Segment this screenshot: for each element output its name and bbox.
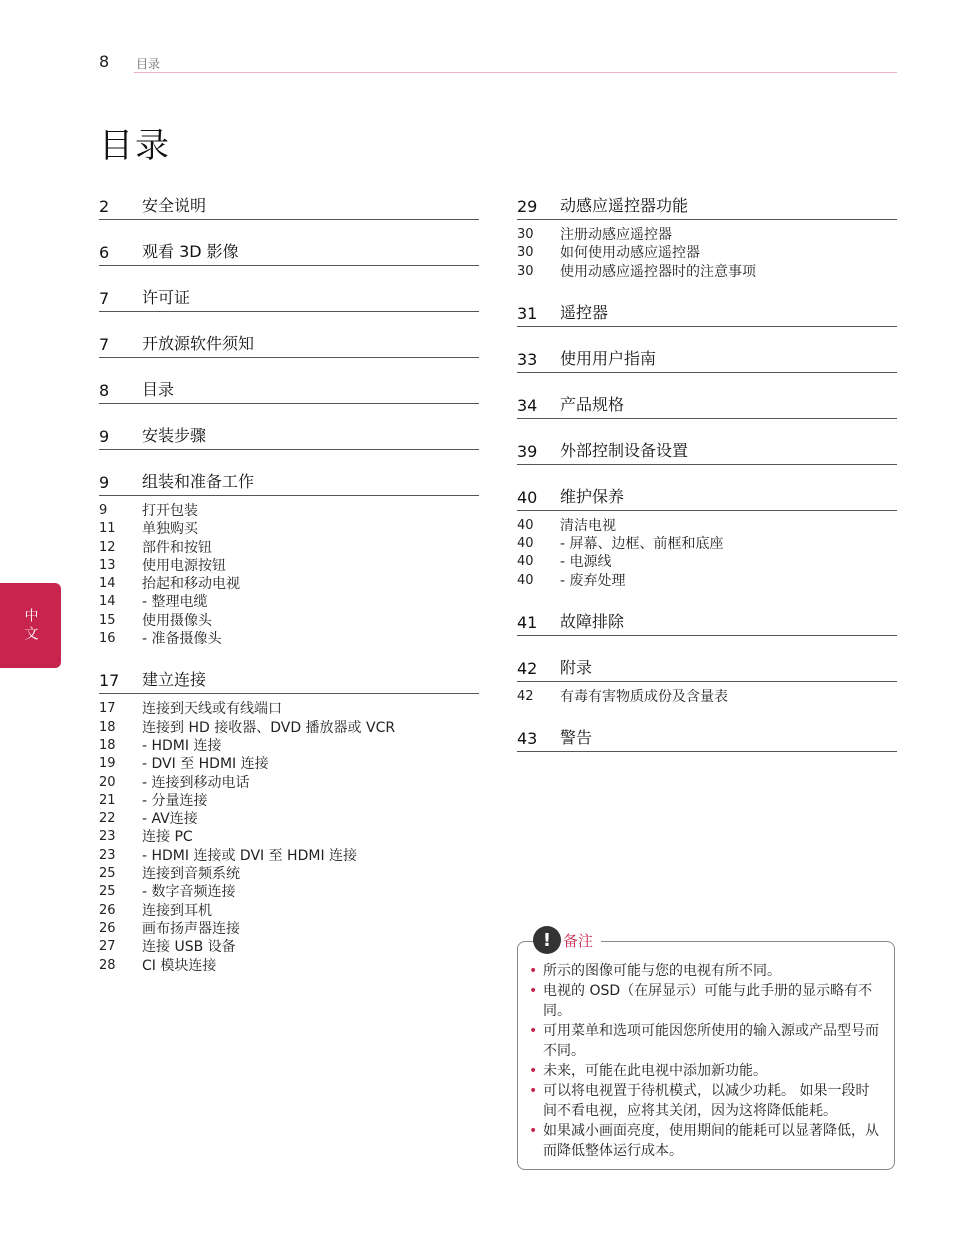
note-item (526, 1061, 881, 1081)
toc-entry-title: - 准备摄像头 (142, 631, 222, 648)
toc-entry-title: 连接到耳机 (142, 902, 212, 919)
toc-entry[interactable] (99, 810, 479, 828)
toc-section-page: 9 (99, 427, 110, 446)
toc-entry[interactable] (517, 226, 897, 244)
toc-entry-title: 部件和按钮 (142, 539, 212, 556)
toc-entry[interactable] (99, 920, 479, 938)
toc-entry-page: 23 (99, 829, 116, 845)
toc-entry-title: - 屏幕、边框、前框和底座 (560, 536, 724, 553)
toc-section-heading[interactable] (517, 389, 897, 419)
toc-section-title: 警告 (560, 728, 593, 748)
toc-section (99, 420, 479, 450)
toc-entry-title: 使用动感应遥控器时的注意事项 (560, 263, 756, 280)
toc-section-page: 2 (99, 197, 110, 216)
toc-entry-page: 23 (99, 847, 116, 863)
language-tab[interactable] (0, 583, 61, 668)
bullet-icon: • (529, 1023, 538, 1039)
toc-section-heading[interactable] (517, 722, 897, 752)
toc-section (99, 190, 479, 220)
toc-section (517, 343, 897, 373)
toc-section (517, 389, 897, 419)
toc-entry[interactable] (99, 828, 479, 846)
toc-section-heading[interactable] (517, 343, 897, 373)
toc-entry-page: 40 (517, 572, 534, 588)
toc-section-heading[interactable] (99, 236, 479, 266)
toc-entry-page: 18 (99, 719, 116, 735)
toc-section-heading[interactable] (99, 664, 479, 694)
toc-section (517, 652, 897, 706)
toc-left-column (99, 190, 479, 991)
toc-entry-title: - 整理电缆 (142, 594, 208, 611)
toc-entry[interactable] (99, 612, 479, 630)
toc-section-page: 7 (99, 335, 110, 354)
toc-entry-title: - 连接到移动电话 (142, 774, 250, 791)
toc-section (99, 664, 479, 974)
note-item-text: 可用菜单和选项可能因您所使用的输入源或产品型号而不同。 (543, 1023, 879, 1059)
toc-entry-title: - DVI 至 HDMI 连接 (142, 756, 269, 773)
toc-section-heading[interactable] (99, 420, 479, 450)
toc-section-heading[interactable] (99, 282, 479, 312)
toc-entry[interactable] (99, 957, 479, 975)
toc-section-page: 17 (99, 671, 120, 691)
note-label: 备注 (561, 930, 601, 951)
toc-section-heading[interactable] (517, 652, 897, 682)
toc-entry-page: 30 (517, 227, 534, 242)
toc-section-title: 开放源软件须知 (142, 334, 255, 353)
bullet-icon: • (529, 963, 538, 979)
toc-entry-title: - HDMI 连接 (142, 737, 222, 754)
toc-entry[interactable] (99, 774, 479, 792)
language-tab-label: 中文 (22, 607, 39, 644)
toc-entry-title: - AV连接 (142, 811, 198, 828)
toc-entry[interactable] (517, 263, 897, 281)
toc-section-heading[interactable] (517, 297, 897, 327)
note-item-text: 未来，可能在此电视中添加新功能。 (543, 1063, 767, 1079)
toc-entry[interactable] (99, 737, 479, 755)
toc-section (517, 722, 897, 752)
toc-right-column (517, 190, 897, 768)
toc-entry[interactable] (99, 700, 479, 718)
toc-section-heading[interactable] (99, 328, 479, 358)
toc-section-title: 使用用户指南 (560, 348, 657, 368)
toc-entry-page: 30 (517, 263, 534, 279)
toc-entry-page: 15 (99, 612, 116, 628)
toc-entry[interactable] (99, 938, 479, 956)
toc-section-title: 遥控器 (560, 302, 609, 322)
toc-section-heading[interactable] (99, 466, 479, 496)
toc-section-page: 9 (99, 473, 110, 492)
note-item-text: 可以将电视置于待机模式，以减少功耗。 如果一段时间不看电视，应将其关闭，因为这将降低能耗。 (543, 1083, 870, 1119)
toc-entry-title: 连接 PC (142, 829, 193, 846)
toc-entry-title: 连接到音频系统 (142, 866, 240, 883)
toc-section-heading[interactable] (99, 374, 479, 404)
toc-section-title: 组装和准备工作 (142, 472, 255, 491)
toc-section-title: 安装步骤 (142, 426, 207, 445)
toc-entry-page: 20 (99, 774, 116, 790)
toc-section-title: 附录 (560, 658, 593, 678)
toc-section-page: 7 (99, 289, 110, 308)
note-item (526, 961, 881, 981)
toc-entry-title: 打开包装 (142, 503, 198, 519)
toc-entry-page: 30 (517, 245, 534, 261)
toc-entry-title: 连接 USB 设备 (142, 939, 236, 956)
toc-entry-title: 使用摄像头 (142, 612, 212, 629)
toc-entry-title: 有毒有害物质成份及含量表 (560, 689, 728, 706)
note-item-text: 所示的图像可能与您的电视有所不同。 (543, 963, 781, 979)
toc-entry[interactable] (99, 502, 479, 520)
toc-entry[interactable] (517, 517, 897, 535)
bullet-icon: • (529, 1063, 538, 1079)
toc-entry-title: 单独购买 (142, 521, 198, 538)
toc-entry-title: - 分量连接 (142, 792, 208, 809)
toc-section-page: 6 (99, 243, 110, 262)
toc-entry-page: 12 (99, 539, 116, 555)
toc-section (517, 435, 897, 465)
toc-entry[interactable] (99, 630, 479, 648)
toc-section-title: 外部控制设备设置 (560, 440, 689, 460)
toc-section-heading[interactable] (517, 606, 897, 636)
toc-entry-page: 25 (99, 866, 116, 882)
toc-entry-page: 14 (99, 594, 116, 610)
toc-entry[interactable] (99, 792, 479, 810)
toc-entry-title: 使用电源按钮 (142, 557, 226, 574)
toc-section-title: 观看 3D 影像 (142, 242, 239, 261)
toc-entry-page: 9 (99, 503, 108, 518)
toc-entry-title: - 电源线 (560, 554, 612, 571)
toc-entry-page: 22 (99, 811, 116, 827)
toc-entry-page: 27 (99, 939, 116, 955)
toc-entry-title: 清洁电视 (560, 517, 616, 534)
toc-entry-page: 40 (517, 536, 534, 552)
toc-section (99, 374, 479, 404)
toc-entry-page: 14 (99, 576, 116, 592)
note-item (526, 1121, 881, 1161)
page-title: 目录 (99, 126, 171, 166)
toc-entry-title: 画布扬声器连接 (142, 920, 240, 937)
toc-section-page: 42 (517, 659, 538, 679)
toc-section-page: 43 (517, 729, 538, 749)
note-list (526, 961, 881, 1161)
toc-entry-page: 28 (99, 957, 116, 973)
note-item (526, 1021, 881, 1061)
toc-entry[interactable] (99, 539, 479, 557)
header-rule (134, 72, 897, 73)
note-item (526, 1081, 881, 1121)
toc-section-page: 8 (99, 381, 110, 400)
toc-entry[interactable] (517, 535, 897, 553)
toc-entry-page: 16 (99, 631, 116, 647)
toc-section-heading[interactable] (517, 190, 897, 220)
toc-entry-title: CI 模块连接 (142, 957, 217, 974)
toc-section-page: 34 (517, 395, 538, 415)
toc-section-page: 39 (517, 441, 538, 461)
bullet-icon: • (529, 1083, 538, 1099)
toc-section-heading[interactable] (99, 190, 479, 220)
toc-entry[interactable] (99, 902, 479, 920)
toc-entry[interactable] (517, 553, 897, 571)
toc-section-title: 建立连接 (142, 670, 207, 690)
note-item-text: 如果减小画面亮度，使用期间的能耗可以显著降低，从而降低整体运行成本。 (543, 1123, 879, 1159)
running-header-title: 目录 (136, 57, 161, 71)
toc-entry[interactable] (99, 520, 479, 538)
toc-section (517, 481, 897, 590)
toc-entry[interactable] (517, 572, 897, 590)
toc-section-title: 故障排除 (560, 612, 625, 632)
toc-section (517, 297, 897, 327)
toc-entry-title: - HDMI 连接或 DVI 至 HDMI 连接 (142, 847, 358, 864)
toc-section-title: 目录 (142, 380, 175, 399)
toc-section-title: 动感应遥控器功能 (560, 196, 689, 215)
toc-section-title: 安全说明 (142, 196, 207, 215)
toc-entry-page: 42 (517, 689, 534, 705)
toc-entry[interactable] (99, 755, 479, 773)
toc-section-page: 29 (517, 197, 538, 216)
toc-entry-title: 抬起和移动电视 (142, 576, 240, 593)
toc-entry-page: 26 (99, 902, 116, 918)
toc-entry-title: - 数字音频连接 (142, 884, 236, 901)
toc-section (99, 282, 479, 312)
toc-section-title: 产品规格 (560, 394, 625, 414)
toc-section (99, 328, 479, 358)
toc-section-page: 31 (517, 303, 538, 323)
toc-entry[interactable] (517, 688, 897, 706)
toc-section (517, 606, 897, 636)
toc-section-page: 33 (517, 349, 538, 369)
note-item (526, 981, 881, 1021)
toc-entry-page: 40 (517, 554, 534, 570)
toc-entry-page: 25 (99, 884, 116, 900)
note-item-text: 电视的 OSD（在屏显示）可能与此手册的显示略有不同。 (543, 983, 873, 1019)
toc-entry-page: 11 (99, 521, 116, 537)
toc-section (99, 466, 479, 648)
toc-entry[interactable] (99, 865, 479, 883)
toc-entry-title: - 废弃处理 (560, 572, 626, 589)
toc-entry[interactable] (99, 719, 479, 737)
toc-entry-title: 注册动感应遥控器 (560, 227, 672, 243)
toc-entry[interactable] (99, 883, 479, 901)
toc-section-page: 41 (517, 613, 538, 633)
toc-entry[interactable] (99, 847, 479, 865)
toc-entry[interactable] (99, 557, 479, 575)
bullet-icon: • (529, 983, 538, 999)
page-number: 8 (99, 52, 110, 71)
toc-section (99, 236, 479, 266)
toc-section-page: 40 (517, 487, 538, 507)
toc-section-heading[interactable] (517, 435, 897, 465)
toc-entry-page: 17 (99, 701, 116, 717)
toc-section-heading[interactable] (517, 481, 897, 511)
toc-section-title: 许可证 (142, 288, 191, 307)
toc-entry-page: 18 (99, 737, 116, 753)
toc-entry-title: 连接到天线或有线端口 (142, 701, 282, 718)
toc-entry[interactable] (517, 244, 897, 262)
toc-section (517, 190, 897, 281)
toc-entry-title: 如何使用动感应遥控器 (560, 245, 700, 262)
toc-entry-page: 13 (99, 557, 116, 573)
toc-entry-page: 26 (99, 920, 116, 936)
toc-entry[interactable] (99, 593, 479, 611)
toc-section-title: 维护保养 (560, 486, 625, 506)
exclamation-icon: ! (533, 926, 561, 954)
toc-entry-title: 连接到 HD 接收器、DVD 播放器或 VCR (142, 719, 396, 736)
toc-entry-page: 40 (517, 517, 534, 533)
toc-entry-page: 21 (99, 792, 116, 808)
toc-entry[interactable] (99, 575, 479, 593)
bullet-icon: • (529, 1123, 538, 1139)
toc-entry-page: 19 (99, 756, 116, 772)
